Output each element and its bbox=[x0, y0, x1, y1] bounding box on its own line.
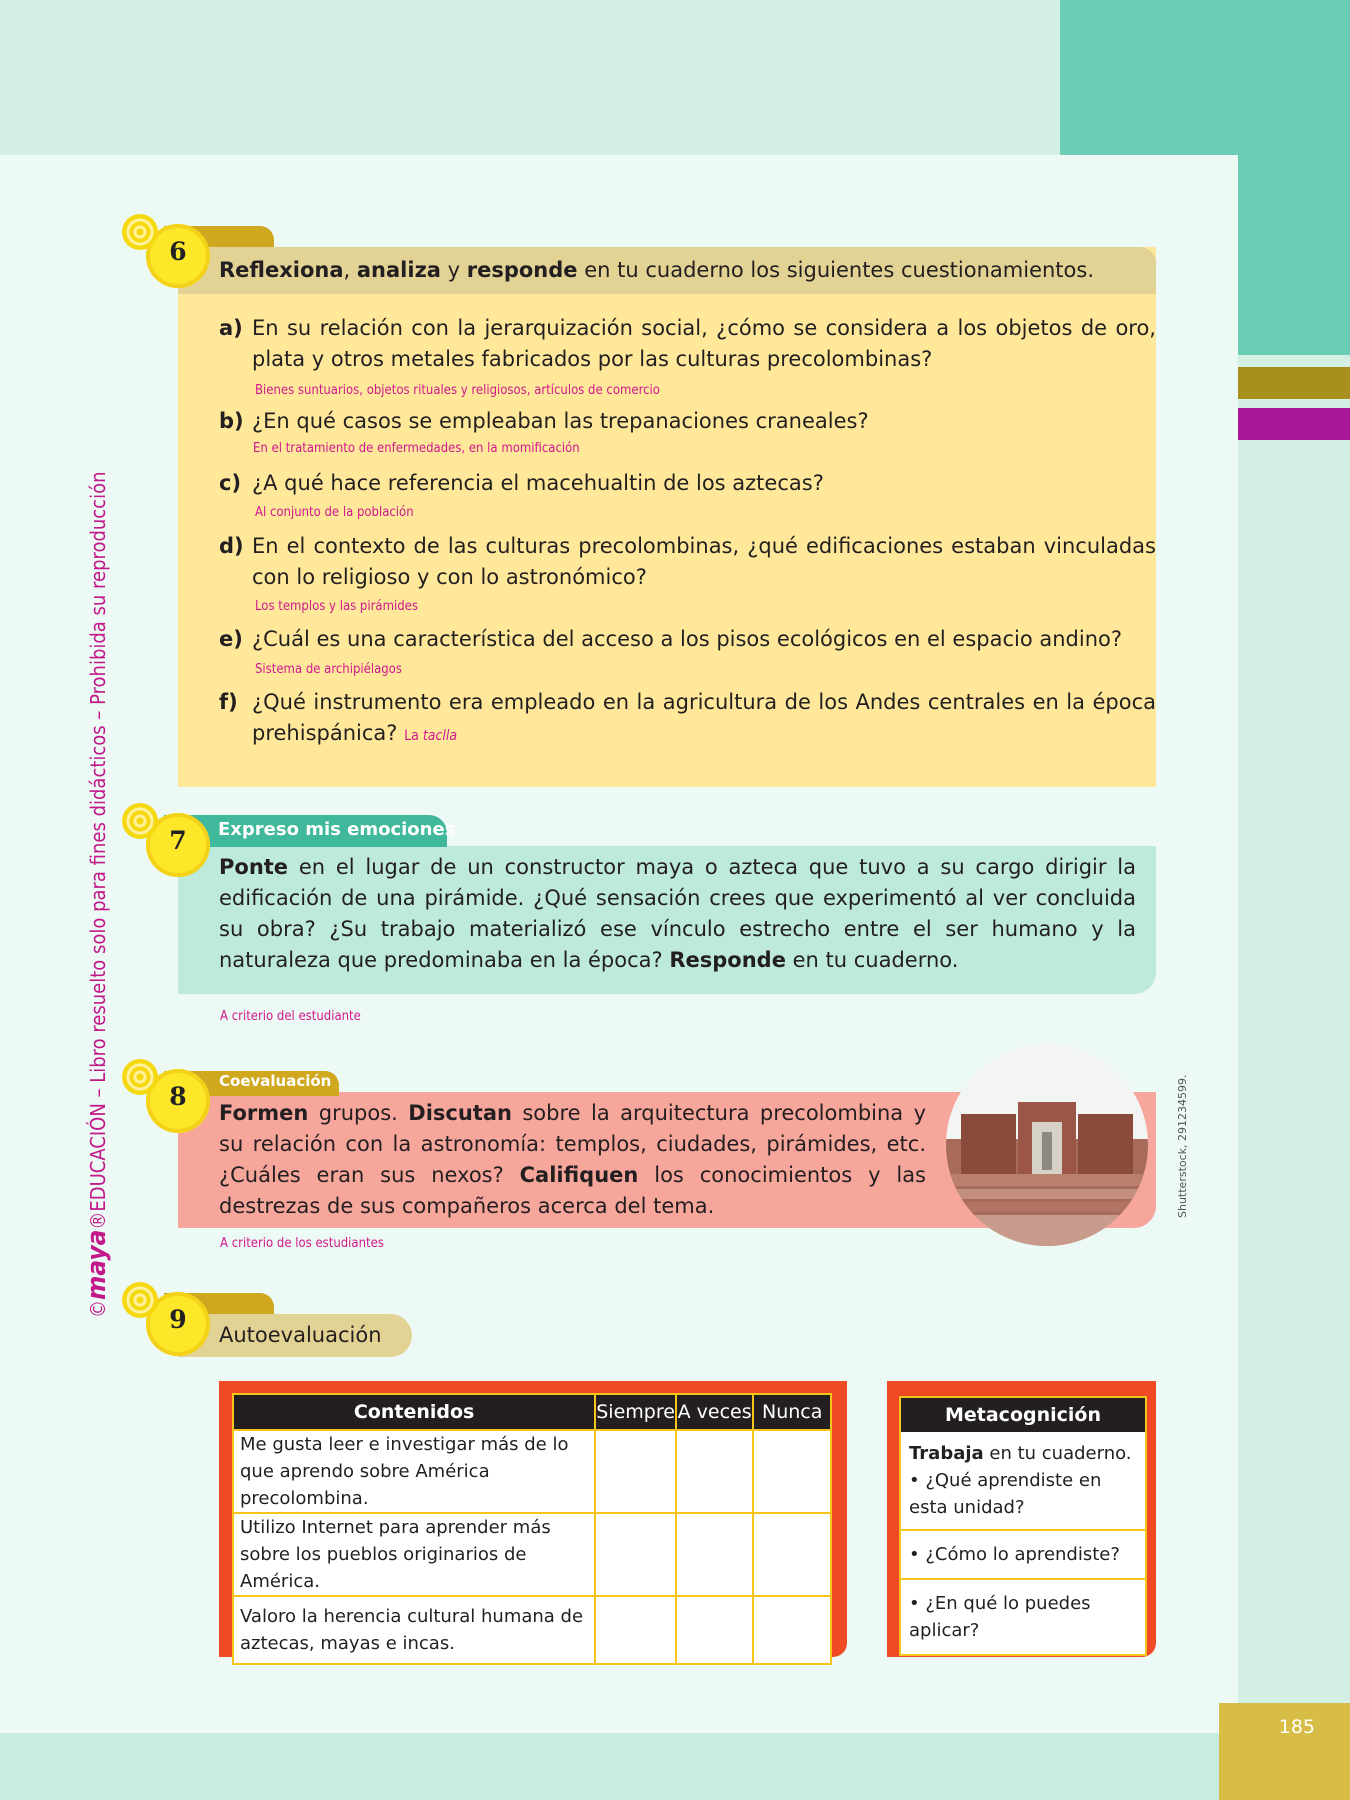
section7-tab-label: Expreso mis emociones bbox=[218, 819, 456, 840]
page-number: 185 bbox=[1278, 1716, 1315, 1738]
header-nunca: Nunca bbox=[753, 1394, 831, 1430]
section8-answer: A criterio de los estudiantes bbox=[220, 1236, 384, 1251]
nunca-cell[interactable] bbox=[753, 1596, 831, 1664]
a-veces-cell[interactable] bbox=[676, 1430, 753, 1513]
row-content: Valoro la herencia cultural humana de aztecas, mayas e incas. bbox=[233, 1596, 595, 1664]
olive-tab-bar bbox=[1238, 367, 1350, 399]
self-eval-table bbox=[232, 1393, 832, 1665]
bottom-band bbox=[0, 1733, 1350, 1800]
section7-text: Ponte en el lugar de un constructor maya o azteca que tuvo a su cargo dirigir la edificación de una pirámide. ¿Qué sensación crees que experimentó al ver concluida su obra? ¿Su trabajo materializó ese vínculo estrecho entre el ser humano y la naturaleza que predominaba en la época? Responde en tu cuaderno. bbox=[219, 855, 1136, 972]
answer-e: Sistema de archipiélagos bbox=[255, 662, 402, 677]
metacognition-intro: Trabaja en tu cuaderno. • ¿Qué aprendiste en esta unidad? bbox=[901, 1432, 1145, 1529]
nunca-cell[interactable] bbox=[753, 1430, 831, 1513]
section8-badge: 8 bbox=[146, 1069, 210, 1133]
siempre-cell[interactable] bbox=[595, 1596, 676, 1664]
row-content: Utilizo Internet para aprender más sobre los pueblos originarios de América. bbox=[233, 1513, 595, 1596]
answer-c: Al conjunto de la población bbox=[255, 505, 414, 520]
siempre-cell[interactable] bbox=[595, 1430, 676, 1513]
metacognition-q2: • ¿Cómo lo aprendiste? bbox=[901, 1529, 1145, 1578]
answer-a: Bienes suntuarios, objetos rituales y religiosos, artículos de comercio bbox=[255, 383, 660, 398]
sidebar-copyright: ©maya®EDUCACIÓN – Libro resuelto solo para fines didácticos – Prohibida su reproducción bbox=[82, 471, 112, 1318]
tiwanaku-gate-photo bbox=[946, 1044, 1148, 1246]
metacognition-q3: • ¿En qué lo puedes aplicar? bbox=[901, 1578, 1145, 1654]
section7-answer: A criterio del estudiante bbox=[220, 1009, 361, 1024]
row-content: Me gusta leer e investigar más de lo que aprendo sobre América precolombina. bbox=[233, 1430, 595, 1513]
section6-instruction: Reflexiona, analiza y responde en tu cuaderno los siguientes cuestionamientos. bbox=[219, 258, 1094, 282]
table-row bbox=[233, 1430, 831, 1513]
metacognition-q1: • ¿Qué aprendiste en esta unidad? bbox=[909, 1470, 1102, 1518]
answer-f: taclla bbox=[422, 728, 458, 744]
header-siempre: Siempre bbox=[595, 1394, 676, 1430]
a-veces-cell[interactable] bbox=[676, 1513, 753, 1596]
metacognition-title: Metacognición bbox=[901, 1398, 1145, 1432]
top-band bbox=[0, 0, 1060, 155]
question-f: f) ¿Qué instrumento era empleado en la agricultura de los Andes centrales en la época prehispánica? La taclla bbox=[219, 690, 1156, 745]
magenta-tab-bar bbox=[1238, 408, 1350, 440]
question-c: c) ¿A qué hace referencia el macehualtin de los aztecas? Al conjunto de la población bbox=[219, 468, 1139, 518]
table-row bbox=[233, 1596, 831, 1664]
table-row bbox=[233, 1513, 831, 1596]
metacognition-box bbox=[899, 1396, 1147, 1656]
section6-badge: 6 bbox=[146, 224, 210, 288]
photo-credit: Shutterstock, 291234599. bbox=[1176, 1074, 1189, 1218]
siempre-cell[interactable] bbox=[595, 1513, 676, 1596]
brand-logo: maya bbox=[82, 1229, 112, 1300]
section8-text: Formen grupos. Discutan sobre la arquitectura precolombina y su relación con la astronomía: templos, ciudades, pirámides, etc. ¿Cuáles eran sus nexos? Califiquen los conocimientos y las destrezas de sus compañeros acerca del tema. bbox=[219, 1101, 927, 1218]
answer-d: Los templos y las pirámides bbox=[255, 599, 418, 614]
section9-title: Autoevaluación bbox=[219, 1323, 382, 1347]
section9-badge: 9 bbox=[146, 1292, 210, 1356]
table-header-row bbox=[233, 1394, 831, 1430]
section8-tab-label: Coevaluación bbox=[219, 1072, 332, 1090]
nunca-cell[interactable] bbox=[753, 1513, 831, 1596]
answer-b: En el tratamiento de enfermedades, en la momificación bbox=[253, 441, 580, 456]
header-a-veces: A veces bbox=[676, 1394, 753, 1430]
question-a: a) En su relación con la jerarquización social, ¿cómo se considera a los objetos de oro, plata y otros metales fabricados por las culturas precolombinas? Bienes suntuarios, objetos rituales y religiosos, artículos de comercio bbox=[219, 313, 1139, 393]
question-b: b) ¿En qué casos se empleaban las trepanaciones craneales? En el tratamiento de enfermedades, en la momificación bbox=[219, 406, 1139, 456]
header-contenidos: Contenidos bbox=[233, 1394, 595, 1430]
section7-badge: 7 bbox=[146, 813, 210, 877]
question-e: e) ¿Cuál es una característica del acceso a los pisos ecológicos en el espacio andino? Sistema de archipiélagos bbox=[219, 624, 1139, 674]
a-veces-cell[interactable] bbox=[676, 1596, 753, 1664]
question-d: d) En el contexto de las culturas precolombinas, ¿qué edificaciones estaban vinculadas con lo religioso y con lo astronómico? Los templos y las pirámides bbox=[219, 531, 1139, 611]
